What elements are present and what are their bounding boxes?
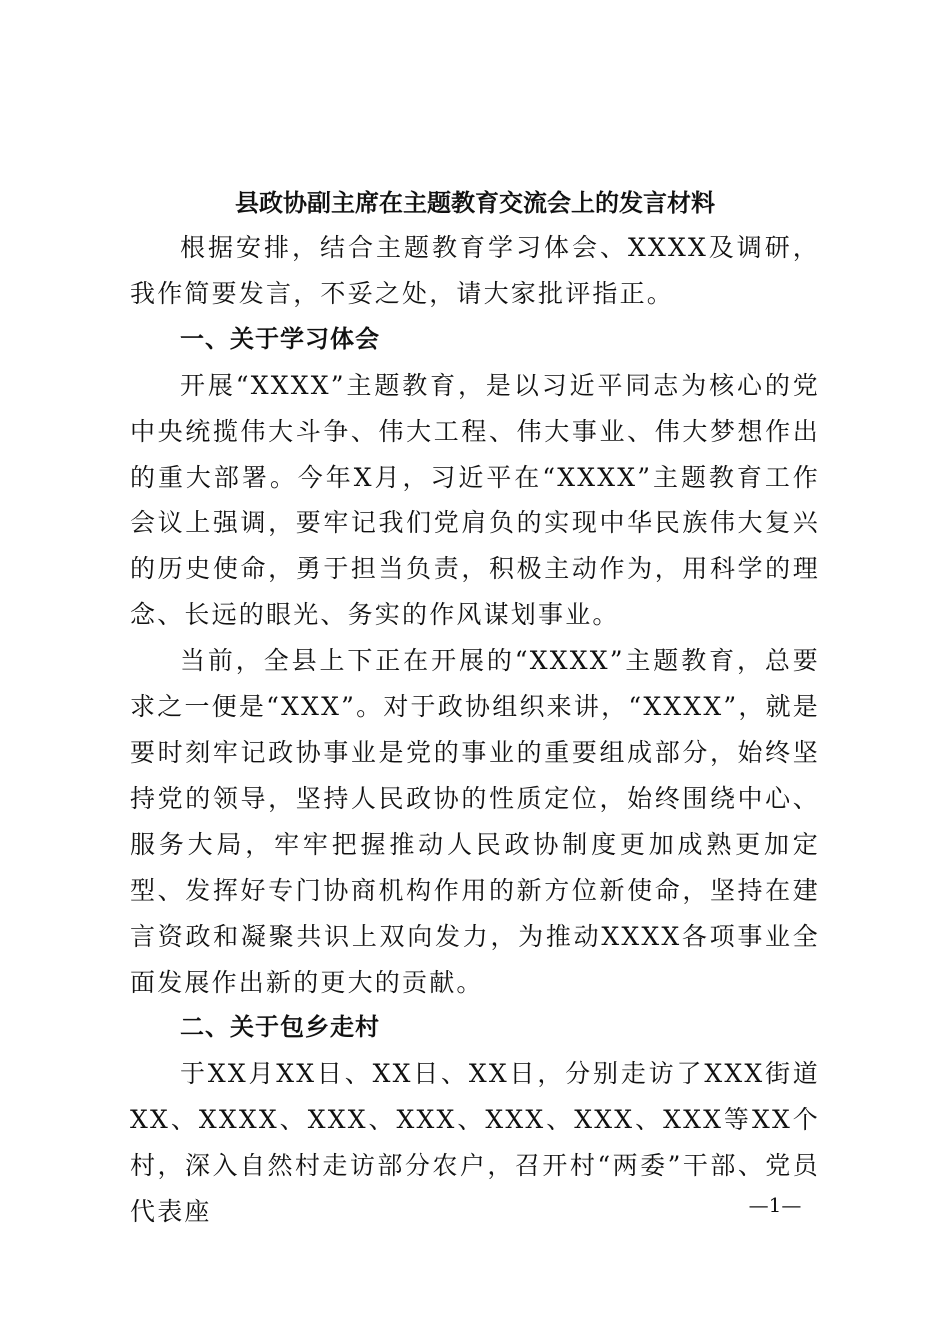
section-study-paragraph-1: 开展“XXXX”主题教育，是以习近平同志为核心的党中央统揽伟大斗争、伟大工程、伟大事业、伟大梦想作出的重大部署。今年X月，习近平在“XXXX”主题教育工作会议上强调，要牢记我们党肩负的实现中华民族伟大复兴的历史使命，勇于担当负责，积极主动作为，用科学的理念、长远的眼光、务实的作风谋划事业。	[130, 370, 820, 630]
page-number: —1—	[748, 1193, 802, 1217]
intro-paragraph: 根据安排，结合主题教育学习体会、XXXX及调研，我作简要发言，不妥之处，请大家批评指正。	[130, 233, 820, 308]
document-title: 县政协副主席在主题教育交流会上的发言材料	[235, 188, 715, 217]
section-village-paragraph-1: 于XX月XX日、XX日、XX日，分别走访了XXX街道XX、XXXX、XXX、XXX、XXX、XXX、XXX等XX个村，深入自然村走访部分农户，召开村“两委”干部、党员代表座	[130, 1059, 820, 1227]
section-study-paragraph-2: 当前，全县上下正在开展的“XXXX”主题教育，总要求之一便是“XXX”。对于政协组织来讲，“XXXX”，就是要时刻牢记政协事业是党的事业的重要组成部分，始终坚持党的领导，坚持人民政协的性质定位，始终围绕中心、服务大局，牢牢把握推动人民政协制度更加成熟更加定型、发挥好专门协商机构作用的新方位新使命，坚持在建言资政和凝聚共识上双向发力，为推动XXXX各项事业全面发展作出新的更大的贡献。	[130, 646, 820, 997]
section-heading-village-visits: 二、关于包乡走村	[180, 1013, 380, 1042]
document-body	[130, 225, 820, 1235]
section-heading-study: 一、关于学习体会	[180, 324, 380, 353]
